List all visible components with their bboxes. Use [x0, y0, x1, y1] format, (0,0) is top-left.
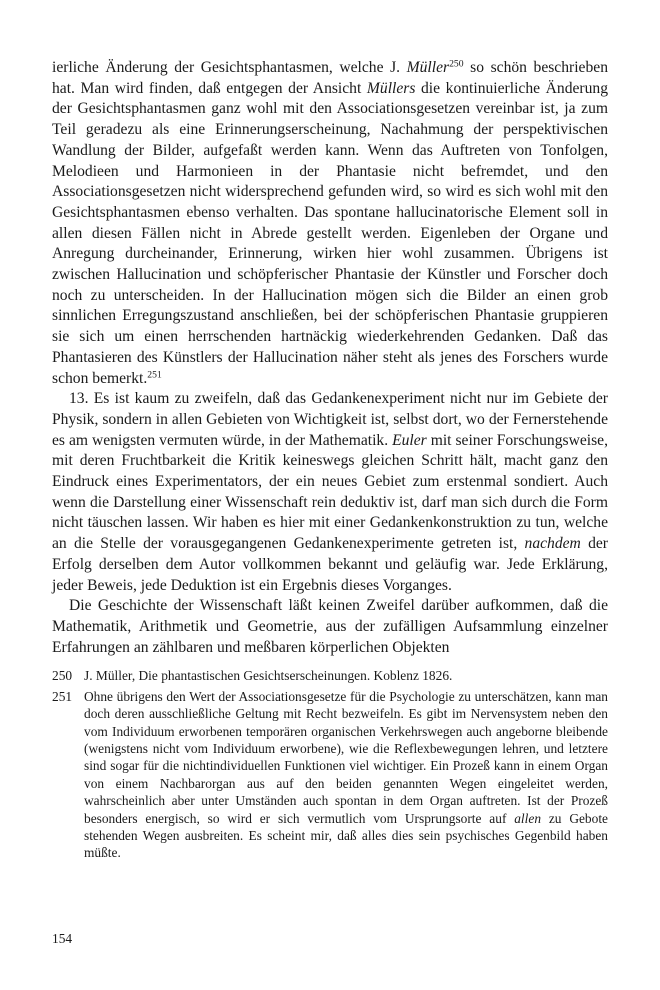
footnote-number: 251: [52, 688, 73, 704]
text-run: zu Gebote stehenden Wegen ausbreiten. Es scheint mir, daß alles dies sein psychisches Gegenbild haben müßte.: [84, 810, 608, 861]
text-run: so schön beschrieben hat. Man wird finden, daß entgegen der Ansicht: [52, 59, 608, 97]
footnote-number: 250: [52, 668, 73, 684]
text-run: der Erfolg derselben dem Autor vollkommen bekannt und geläufig war. Jede Erklärung, jeder Beweis, jede Deduktion ist ein Ergebnis dieses Vorganges.: [52, 535, 608, 594]
author-name: Müller: [406, 59, 450, 76]
footnote-250: [52, 667, 608, 684]
footnote-251: [52, 688, 608, 862]
footnote-text: J. Müller, Die phantastischen Gesichtserscheinungen. Koblenz 1826.: [84, 668, 453, 684]
footnotes: [52, 667, 608, 861]
emphasis: allen: [514, 810, 542, 826]
footnote-ref-251[interactable]: 251: [147, 369, 162, 381]
page-number: 154: [52, 931, 73, 946]
main-text: [52, 58, 608, 658]
footnote-text: [84, 688, 608, 862]
paragraph-2: [52, 389, 608, 596]
author-name: Müllers: [366, 79, 416, 97]
emphasis: nachdem: [524, 535, 581, 553]
footnote-ref-250[interactable]: 250: [449, 58, 464, 70]
author-name: Euler: [392, 431, 427, 449]
text-run: 13. Es ist kaum zu zweifeln, daß das Gedankenexperiment nicht nur im Gebiete der Physik, sondern in allen Gebieten von Wichtigkeit ist, selbst dort, wo der Fernerstehende es am wenigsten vermuten würde, in der Mathematik.: [52, 390, 608, 449]
text-run: die kontinuierliche Änderung der Gesichtsphantasmen ganz wohl mit den Associationsgesetzen vereinbar ist, ja zum Teil geradezu als eine Erinnerungserscheinung, Nachahmung der perspektivischen Wandlung der Bilder, aufgefaßt werden kann. Wenn das Auftreten von Tonfolgen, Melodieen und Harmonieen in der Phantasie nicht befremdet, und den Associationsgesetzen nicht widersprechend gefunden wird, so wird es sich wohl mit den Gesichtsphantasmen ebenso verhalten. Das spontane hallucinatorische Element soll in allen diesen Fällen nicht in Abrede gestellt werden. Eigenleben der Organe und Anregung durcheinander, Erinnerung, wirken hier wohl zusammen. Übrigens ist zwischen Hallucination und schöpferischer Phantasie der Künstler und Forscher doch noch zu unterscheiden. In der Hallucination mögen sich die Bilder an einen grob sinnlichen Erregungszustand anschließen, bei der schöpferischen Phantasie gruppieren sie sich um einen herrschenden hartnäckig wiederkehrenden Gedanken. Daß das Phantasieren des Künstlers der Hallucination näher steht als jenes des Forschers wurde schon bemerkt.: [52, 79, 608, 387]
page-content: [52, 58, 608, 865]
text-run: ierliche Änderung der Gesichtsphantasmen, welche J.: [52, 59, 407, 76]
paragraph-1: [52, 58, 608, 389]
text-run: Ohne übrigens den Wert der Associationsgesetze für die Psychologie zu unterschätzen, kann man doch deren ausschließliche Geltung mit Recht bezweifeln. Es gibt im Nervensystem neben den vom Individuum erworbenen temporären organischen Verkehrswegen auch angeborne bleibende (wenigstens nicht vom Individuum erworbene), wie die Reflexbewegungen lehren, und letztere sind sogar für die nichtindividuellen Funktionen viel wichtiger. Ein Prozeß kann in einem Organ von einem Nachbarorgan aus auf den beiden genannten Wegen eingeleitet werden, wahrscheinlich aber unter Umständen auch spontan in dem Organ auftreten. Ist der Prozeß besonders energisch, so wird er sich vermutlich vom Ursprungsorte auf: [84, 688, 608, 826]
text-run: mit seiner Forschungsweise, mit deren Fruchtbarkeit die Kritik keineswegs gleichen Schritt hält, macht ganz den Eindruck eines Experimentators, der ein neues Gebiet zum erstenmal sondiert. Auch wenn die Darstellung einer Wissenschaft rein deduktiv ist, darf man sich durch die Form nicht täuschen lassen. Wir haben es hier mit einer Gedankenkonstruktion zu tun, welche an die Stelle der vorausgegangenen Gedankenexperimente getreten ist,: [52, 431, 609, 553]
paragraph-3: Die Geschichte der Wissenschaft läßt keinen Zweifel darüber aufkommen, daß die Mathematik, Arithmetik und Geometrie, aus der zufälligen Aufsammlung einzelner Erfahrungen an zählbaren und meßbaren körperlichen Objekten: [52, 597, 608, 656]
